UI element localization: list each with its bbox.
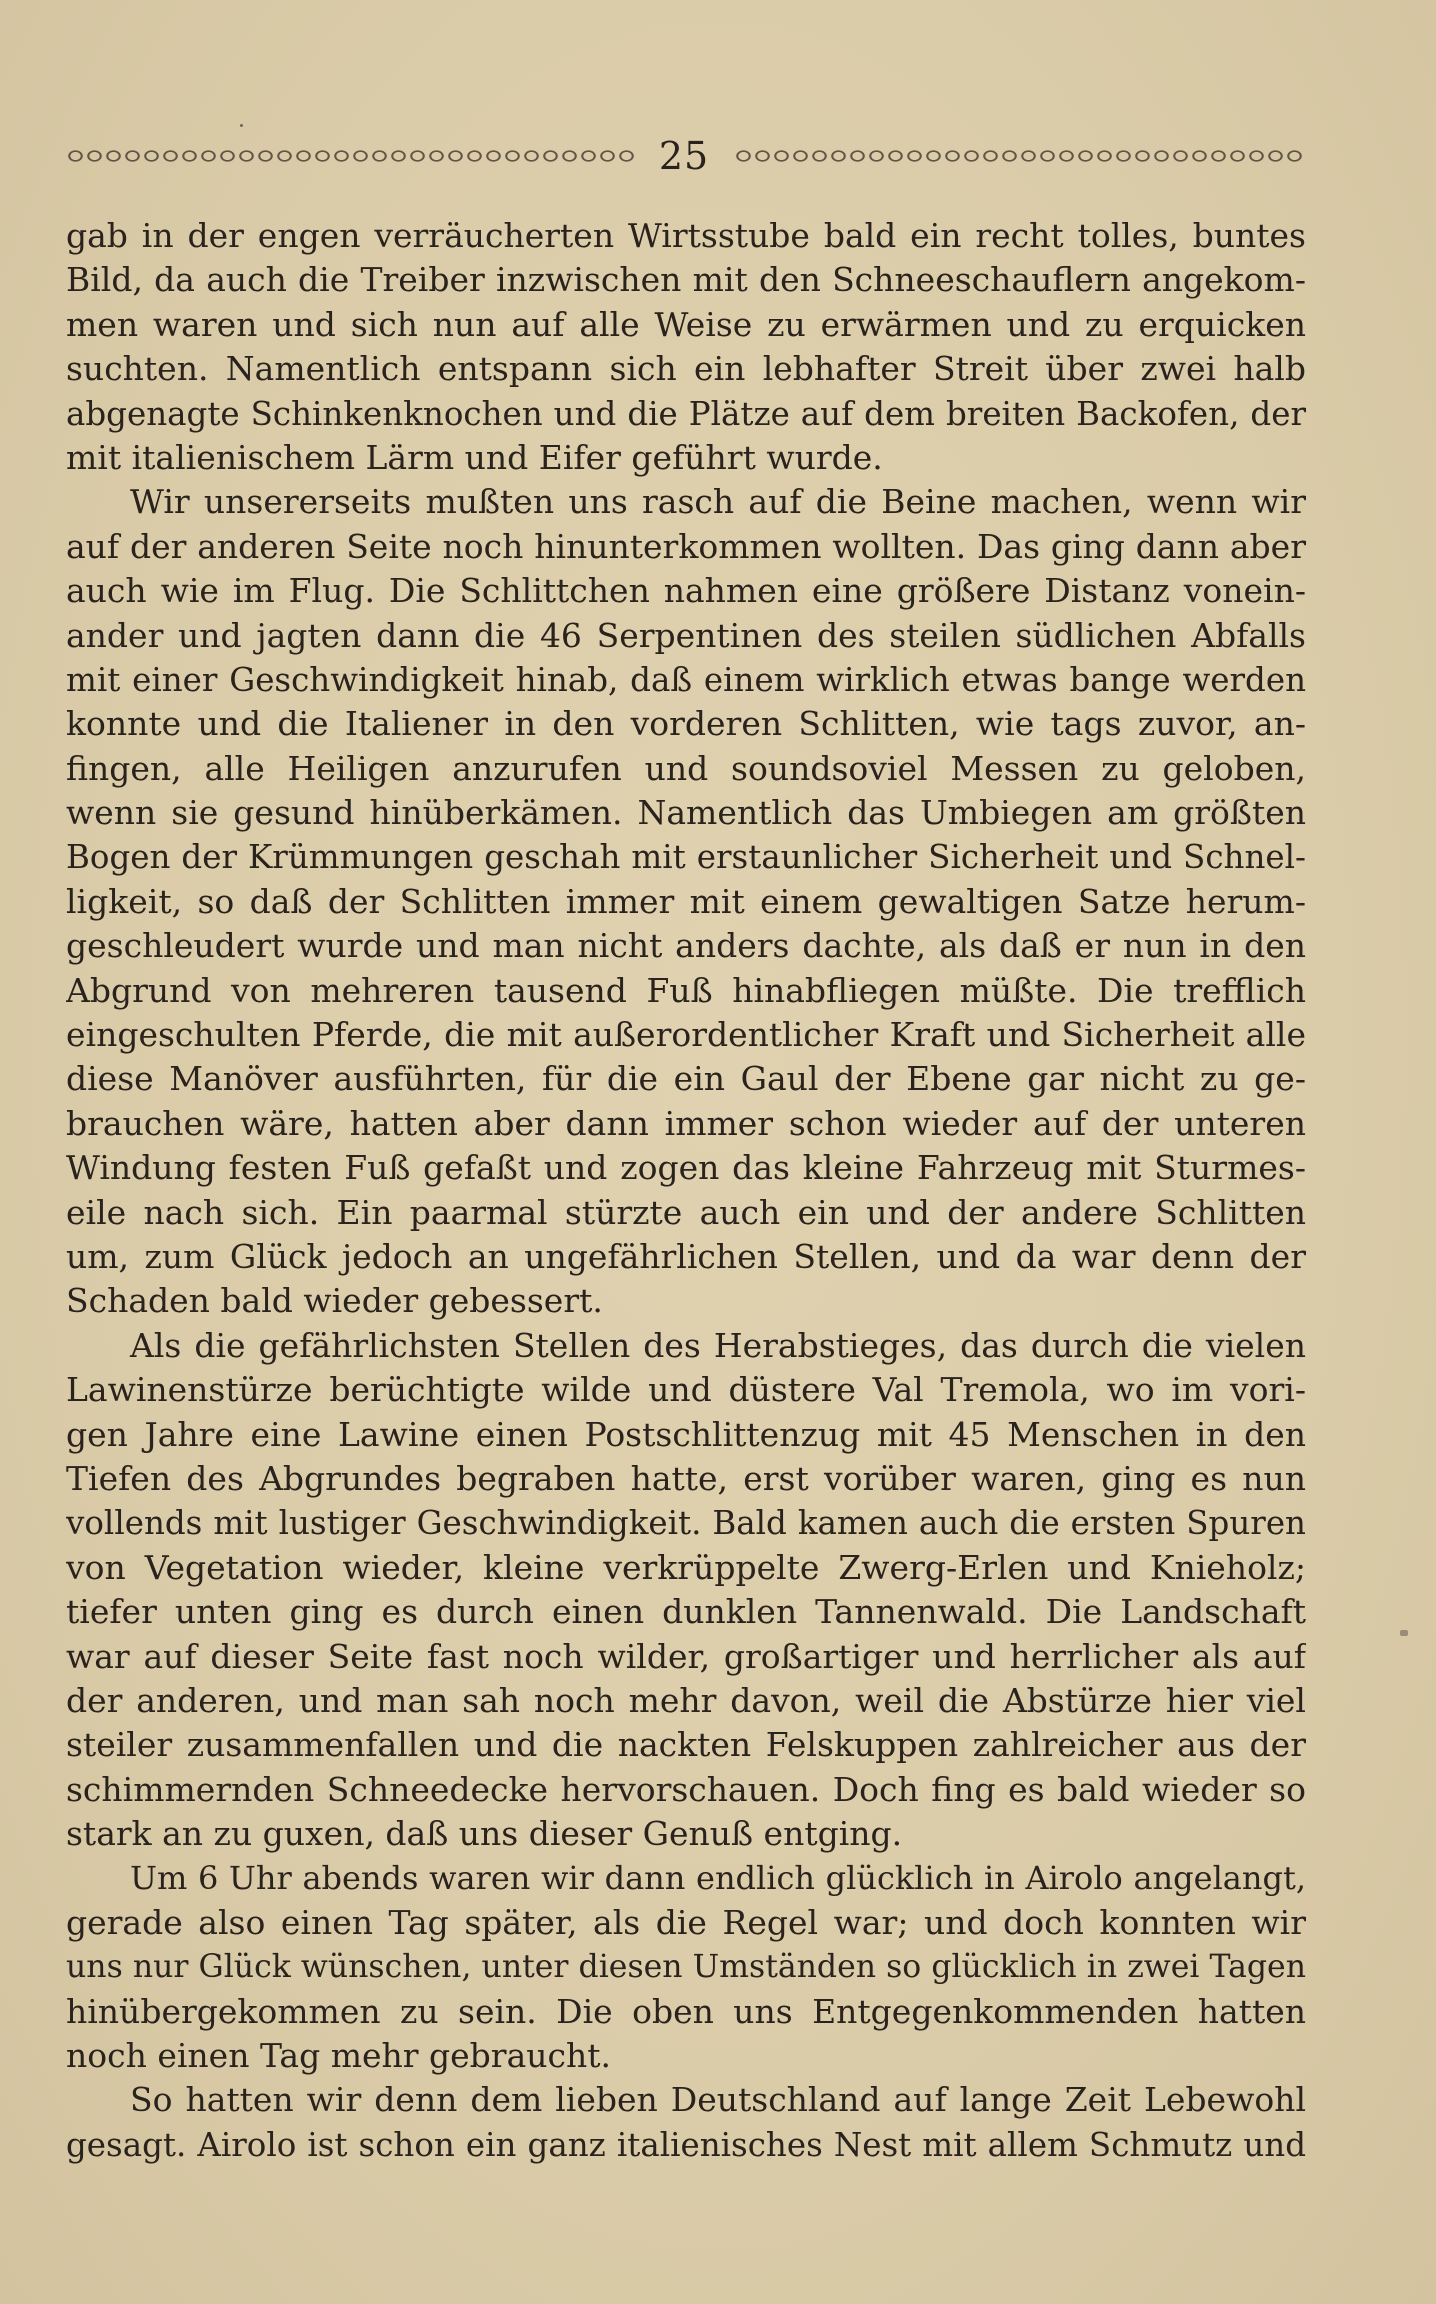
- text-line: So hatten wir denn dem lieben Deutschland auf lange Zeit Lebewohl: [130, 2080, 1306, 2120]
- text-line: ligkeit, so daß der Schlitten immer mit einem gewaltigen Satze herum-: [66, 881, 1306, 921]
- text-line: ander und jagten dann die 46 Serpentinen des steilen südlichen Abfalls: [66, 615, 1306, 655]
- ornament-right: [734, 143, 1302, 169]
- text-line: Bild, da auch die Treiber inzwischen mit den Schneeschauflern angekom-: [66, 260, 1306, 300]
- text-line: brauchen wäre, hatten aber dann immer schon wieder auf der unteren: [66, 1103, 1306, 1143]
- text-line: wenn sie gesund hinüberkämen. Namentlich das Umbiegen am größten: [66, 793, 1306, 833]
- text-line: war auf dieser Seite fast noch wilder, großartiger und herrlicher als auf: [66, 1636, 1306, 1676]
- text-line: noch einen Tag mehr gebraucht.: [66, 2036, 611, 2076]
- text-line: gesagt. Airolo ist schon ein ganz italienisches Nest mit allem Schmutz und: [66, 2125, 1306, 2164]
- text-line: geschleudert wurde und man nicht anders dachte, als daß er nun in den: [66, 926, 1306, 966]
- text-line: Tiefen des Abgrundes begraben hatte, erst vorüber waren, ging es nun: [66, 1458, 1306, 1498]
- text-line: Wir unsererseits mußten uns rasch auf die Beine machen, wenn wir: [130, 482, 1306, 522]
- text-line: gen Jahre eine Lawine einen Postschlittenzug mit 45 Menschen in den: [66, 1414, 1306, 1454]
- text-line: auf der anderen Seite noch hinunterkommen wollten. Das ging dann aber: [66, 526, 1306, 566]
- text-line: gab in der engen verräucherten Wirtsstube bald ein recht tolles, buntes: [66, 216, 1306, 255]
- text-line: men waren und sich nun auf alle Weise zu erwärmen und zu erquicken: [66, 304, 1306, 344]
- text-line: Abgrund von mehreren tausend Fuß hinabfliegen müßte. Die trefflich: [66, 970, 1306, 1010]
- body-text: [66, 214, 1306, 2167]
- speck: [240, 124, 243, 127]
- text-line: abgenagte Schinkenknochen und die Plätze auf dem breiten Backofen, der: [66, 394, 1306, 433]
- text-line: steiler zusammenfallen und die nackten Felskuppen zahlreicher aus der: [66, 1725, 1306, 1765]
- text-line: um, zum Glück jedoch an ungefährlichen Stellen, und da war denn der: [66, 1236, 1306, 1276]
- text-line: von Vegetation wieder, kleine verkrüppelte Zwerg-Erlen und Knieholz;: [66, 1547, 1306, 1587]
- text-line: tiefer unten ging es durch einen dunklen Tannenwald. Die Landschaft: [66, 1592, 1306, 1632]
- text-line: mit einer Geschwindigkeit hinab, daß einem wirklich etwas bange werden: [66, 660, 1306, 699]
- text-line: auch wie im Flug. Die Schlittchen nahmen eine größere Distanz vonein-: [66, 571, 1306, 611]
- text-line: eingeschulten Pferde, die mit außerordentlicher Kraft und Sicherheit alle: [66, 1015, 1306, 1055]
- text-line: mit italienischem Lärm und Eifer geführt wurde.: [66, 437, 883, 477]
- page-header: [66, 130, 1302, 182]
- text-line: Schaden bald wieder gebessert.: [66, 1281, 603, 1321]
- text-line: vollends mit lustiger Geschwindigkeit. Bald kamen auch die ersten Spuren: [66, 1504, 1306, 1543]
- text-line: Windung festen Fuß gefaßt und zogen das kleine Fahrzeug mit Sturmes-: [66, 1148, 1306, 1188]
- ornament-left: [66, 143, 634, 169]
- text-line: hinübergekommen zu sein. Die oben uns Entgegenkommenden hatten: [66, 1991, 1306, 2031]
- text-line: Um 6 Uhr abends waren wir dann endlich glücklich in Airolo angelangt,: [130, 1859, 1306, 1898]
- text-line: uns nur Glück wünschen, unter diesen Umständen so glücklich in zwei Tagen: [66, 1949, 1306, 1986]
- text-line: konnte und die Italiener in den vorderen Schlitten, wie tags zuvor, an-: [66, 704, 1306, 744]
- text-line: Als die gefährlichsten Stellen des Herabstieges, das durch die vielen: [130, 1325, 1306, 1365]
- text-line: schimmernden Schneedecke hervorschauen. Doch fing es bald wieder so: [66, 1769, 1306, 1809]
- text-line: der anderen, und man sah noch mehr davon, weil die Abstürze hier viel: [66, 1680, 1306, 1720]
- text-line: fingen, alle Heiligen anzurufen und soundsoviel Messen zu geloben,: [66, 748, 1306, 788]
- text-line: diese Manöver ausführten, für die ein Gaul der Ebene gar nicht zu ge-: [66, 1059, 1306, 1099]
- text-line: Bogen der Krümmungen geschah mit erstaunlicher Sicherheit und Schnel-: [66, 838, 1306, 877]
- text-line: stark an zu guxen, daß uns dieser Genuß entging.: [66, 1814, 903, 1854]
- margin-mark: [1400, 1630, 1408, 1636]
- page-number: 25: [658, 134, 710, 178]
- text-line: Lawinenstürze berüchtigte wilde und düstere Val Tremola, wo im vori-: [66, 1370, 1306, 1410]
- text-line: gerade also einen Tag später, als die Regel war; und doch konnten wir: [66, 1902, 1306, 1942]
- text-line: eile nach sich. Ein paarmal stürzte auch ein und der andere Schlitten: [66, 1192, 1306, 1232]
- text-line: suchten. Namentlich entspann sich ein lebhafter Streit über zwei halb: [66, 349, 1306, 389]
